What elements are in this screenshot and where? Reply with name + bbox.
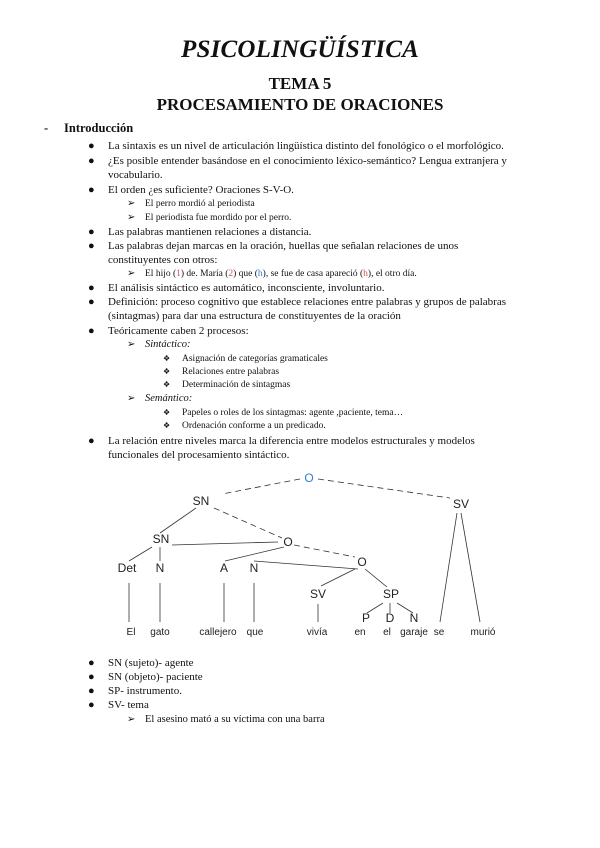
diamond-icon: ❖ [163, 354, 171, 363]
tree-word: el [383, 627, 391, 638]
list-item: ¿Es posible entender basándose en el conocimiento léxico-semántico? Lengua extranjera y [108, 155, 507, 167]
arrow-icon: ➢ [127, 198, 136, 209]
tree-edge [321, 569, 355, 586]
sub-item: Papeles o roles de los sintagmas: agente ,paciente, tema… [182, 408, 404, 418]
list-item: Definición: proceso cognitivo que establece relaciones entre palabras y grupos de palabras [108, 296, 506, 308]
tree-node-o2: O [357, 555, 367, 569]
tree-node-sv-top: SV [452, 497, 470, 511]
tree-word: El [126, 627, 136, 638]
sub-item: Determinación de sintagmas [182, 380, 291, 390]
list-item-continuation: funcionales del procesamiento sintáctico. [108, 449, 290, 461]
bullet-icon: ● [88, 282, 95, 294]
list-item: La sintaxis es un nivel de articulación lingüística distinto del fonológico o el morfológico. [108, 140, 504, 152]
arrow-icon: ➢ [127, 714, 136, 725]
role-item: SP- instrumento. [108, 685, 182, 697]
example-text: ), el otro día. [367, 269, 417, 279]
bullet-icon: ● [88, 296, 95, 308]
tree-word: callejero [199, 627, 237, 638]
section-dash: - [44, 121, 49, 135]
sub-item: Asignación de categorías gramaticales [182, 354, 328, 364]
section-heading-text: Introducción [64, 121, 134, 135]
bullet-icon: ● [88, 184, 95, 196]
example-sentence: El periodista fue mordido por el perro. [145, 213, 292, 223]
sub-item: Ordenación conforme a un predicado. [182, 421, 326, 431]
trace-h-2: h [363, 269, 368, 279]
example-sentence [145, 267, 417, 281]
tree-node-n3: N [409, 611, 419, 625]
list-item: Las palabras dejan marcas en la oración, huellas que señalan relaciones de unos [108, 240, 459, 252]
example-text: ), se fue de casa apareció ( [262, 269, 364, 279]
list-item-continuation: vocabulario. [108, 169, 163, 181]
tree-word: murió [470, 627, 496, 638]
role-item: SV- tema [108, 699, 149, 711]
tree-edge [461, 513, 480, 622]
page-title: PSICOLINGÜÍSTICA [181, 36, 419, 63]
list-item: Las palabras mantienen relaciones a distancia. [108, 226, 312, 238]
tree-node-sv-low: SV [309, 587, 327, 601]
tree-word: se [433, 627, 445, 638]
tree-node-o1: O [283, 535, 293, 549]
list-item: La relación entre niveles marca la diferencia entre modelos estructurales y modelos [108, 435, 475, 447]
process-label-syntactic: Sintáctico: [145, 339, 191, 350]
syntax-tree-diagram [0, 465, 600, 645]
trace-h-1: h [257, 269, 263, 279]
bullet-icon: ● [88, 240, 95, 252]
tree-edge [129, 547, 152, 561]
example-text: El hijo ( [145, 269, 177, 279]
example-text: ) que ( [233, 269, 258, 279]
list-item: Teóricamente caben 2 procesos: [108, 325, 249, 337]
tree-node-sn-inner: SN [152, 532, 170, 546]
list-item: El orden ¿es suficiente? Oraciones S-V-O. [108, 184, 294, 196]
diamond-icon: ❖ [163, 380, 171, 389]
bullet-icon: ● [88, 435, 95, 447]
bullet-icon: ● [88, 226, 95, 238]
section-heading [44, 121, 133, 136]
trace-index-2: 2 [228, 269, 234, 279]
bullet-icon: ● [88, 140, 95, 152]
list-item-continuation: (sintagmas) para dar una estructura de constituyentes de la oración [108, 310, 401, 322]
diamond-icon: ❖ [163, 408, 171, 417]
tree-node-det: Det [117, 561, 137, 575]
tree-edge [160, 508, 196, 533]
list-item: El análisis sintáctico es automático, inconsciente, involuntario. [108, 282, 385, 294]
tree-word: garaje [400, 627, 428, 638]
tree-edge [294, 545, 355, 557]
role-item: SN (objeto)- paciente [108, 671, 203, 683]
bullet-icon: ● [88, 325, 95, 337]
tree-word: en [354, 627, 366, 638]
tree-node-a: A [219, 561, 229, 575]
bullet-icon: ● [88, 155, 95, 167]
list-item-continuation: constituyentes con otros: [108, 254, 218, 266]
tree-edge [440, 513, 457, 622]
topic-title: PROCESAMIENTO DE ORACIONES [156, 95, 444, 114]
diamond-icon: ❖ [163, 367, 171, 376]
tree-edge [318, 479, 450, 498]
example-text: ) de. María ( [180, 269, 229, 279]
topic-number: TEMA 5 [268, 74, 332, 93]
tree-node-root: O [304, 471, 314, 485]
arrow-icon: ➢ [127, 393, 136, 404]
bullet-icon: ● [88, 685, 95, 697]
bullet-icon: ● [88, 671, 95, 683]
role-item: SN (sujeto)- agente [108, 657, 194, 669]
example-sentence: El asesino mató a su víctima con una barra [145, 714, 325, 725]
bullet-icon: ● [88, 699, 95, 711]
tree-node-p: P [361, 611, 371, 625]
tree-word: que [246, 627, 264, 638]
tree-node-sp: SP [382, 587, 400, 601]
tree-edge [365, 569, 387, 587]
tree-edge [254, 561, 358, 569]
bullet-icon: ● [88, 657, 95, 669]
tree-node-d: D [385, 611, 395, 625]
arrow-icon: ➢ [127, 212, 136, 223]
tree-edge [172, 542, 278, 545]
sub-item: Relaciones entre palabras [182, 367, 280, 377]
example-sentence: El perro mordió al periodista [145, 199, 255, 209]
tree-node-n2: N [249, 561, 259, 575]
tree-edge [214, 508, 282, 538]
tree-word: vivía [306, 627, 328, 638]
process-label-semantic: Semántico: [145, 393, 193, 404]
tree-edge [222, 479, 300, 494]
trace-index-1: 1 [176, 269, 181, 279]
tree-node-sn-top: SN [192, 494, 210, 508]
arrow-icon: ➢ [127, 339, 136, 350]
arrow-icon: ➢ [127, 268, 136, 279]
diamond-icon: ❖ [163, 421, 171, 430]
tree-word: gato [150, 627, 170, 638]
tree-edge [225, 547, 284, 561]
tree-node-n1: N [155, 561, 165, 575]
